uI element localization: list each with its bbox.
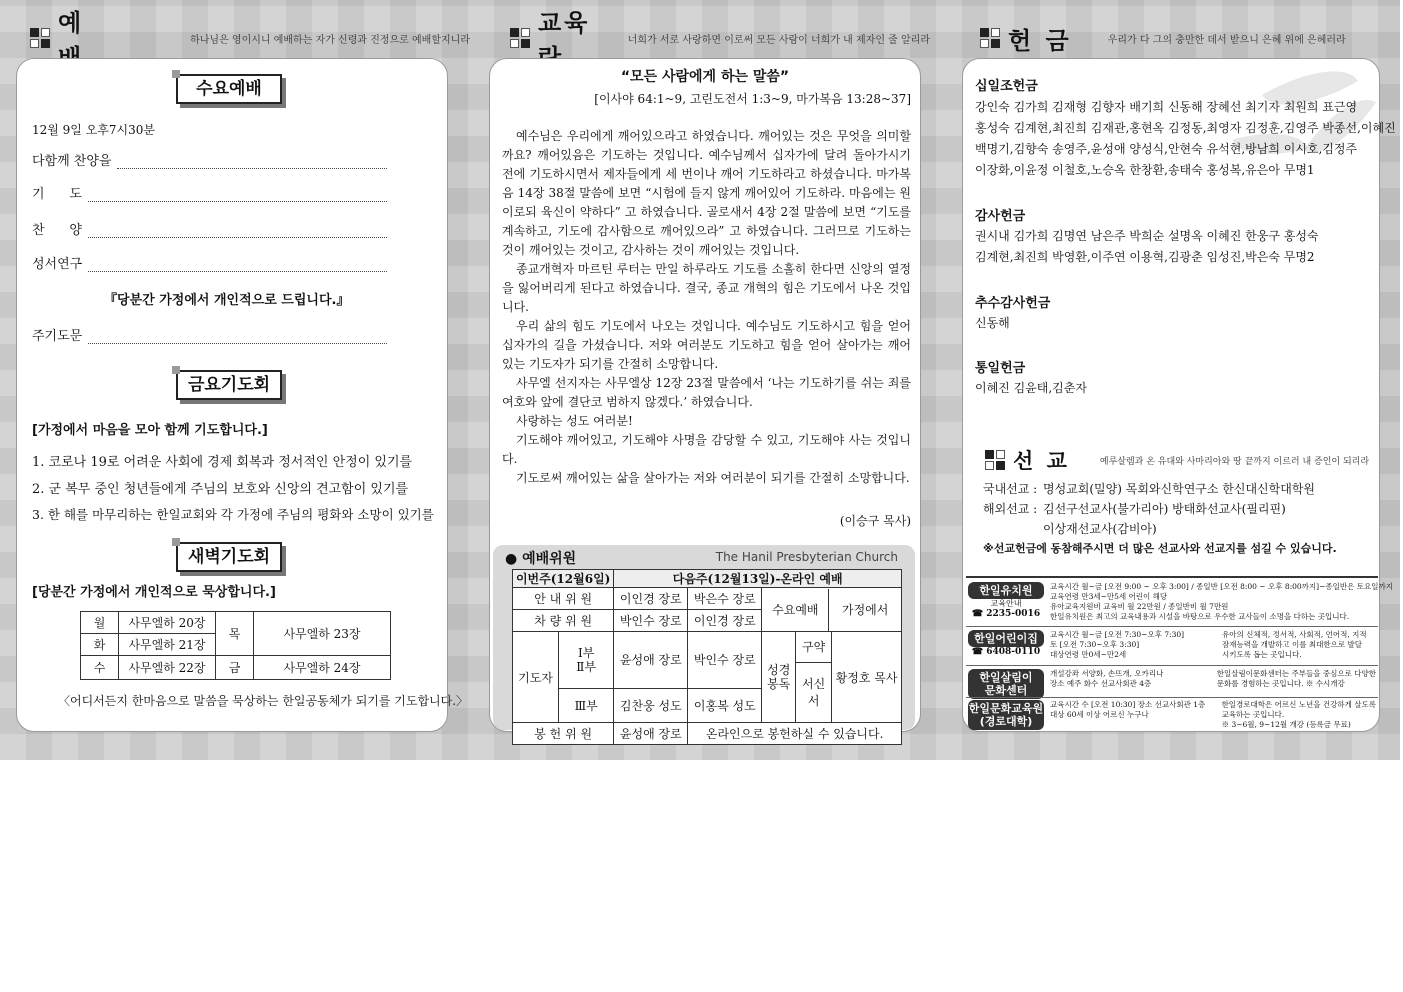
offering-next: 온라인으로 봉헌하실 수 있습니다. bbox=[688, 723, 902, 745]
dawn-reading: 사무엘하 20장 bbox=[119, 612, 216, 634]
education-header bbox=[510, 9, 930, 58]
wednesday-date: 12월 9일 오후7시30분 bbox=[32, 123, 155, 137]
divider bbox=[966, 697, 1378, 698]
education-verse: 너희가 서로 사랑하면 이로써 모든 사람이 너희가 내 제자인 줄 알리라 bbox=[627, 34, 930, 46]
institution-sub: 교육안내 bbox=[990, 599, 1022, 608]
mission-domestic-label: 국내선교 : bbox=[983, 482, 1038, 496]
wednesday-item: 성서연구 bbox=[32, 253, 387, 272]
sermon-paragraph: 예수님은 우리에게 깨어있으라고 하였습니다. 깨어있는 것은 무엇을 의미할까요? 깨어있음은 기도하는 것입니다. 예수님께서 십자가에 달려 돌아가시기 전에 기도하시면서 제자들에게 세 번이나 깨어 기도하라고 하셨습니다. 마가복음 14장 38절 말씀에 보면 “시험에 들지 않게 깨어있어 기도하라. 마음에는 원이로되 육신이 약하다” 고 하였습니다. 골로새서 4장 2절 말씀에 보면 “기도를 계속하고, 기도에 감사함으로 깨어있으라” 고 하였습니다. 그러므로 기도하는 것이 깨어있는 것이고, 감사하는 것이 깨어있는 것입니다. bbox=[502, 129, 911, 257]
worship-header bbox=[30, 9, 470, 58]
friday-title: 금요기도회 bbox=[176, 370, 282, 400]
worship-title: 예 bbox=[58, 9, 85, 37]
car-label: 차 량 위 원 bbox=[513, 610, 614, 632]
dawn-day: 월 bbox=[81, 612, 119, 634]
sermon-paragraph: 종교개혁자 마르틴 루터는 만일 하루라도 기도를 소홀히 한다면 신앙의 열정을 잃어버리게 된다고 하였습니다. 결국, 종교 개혁의 힘은 기도에서 나온 것입니다. bbox=[502, 262, 911, 314]
dawn-schedule-table bbox=[80, 611, 391, 680]
institution-kindergarten: 한일유치원 교육안내 ☎ 2235-0016 교육시간 월~금 [오전 9:00 ~ 오후 3:00] / 종일반 [오전 8:00 ~ 오후 8:00까지]~종일반은 토요일까지 교육연령 만3세~만5세 어린이 해당 유아교육지원비 교육비 월 22만원 / 종일반비 월 7만원 한일유치원은 최고의 교육내용과 시설을 바탕으로 우수한 교사들이 소명을 다하는 곳입니다. bbox=[968, 582, 1376, 622]
part3-next: 이홍복 성도 bbox=[688, 688, 762, 722]
worship-verse: 하나님은 영이시니 예배하는 자가 신령과 진정으로 예배할지니라 bbox=[190, 34, 470, 46]
wednesday-title: 수요예배 bbox=[176, 74, 282, 104]
wednesday-item: 다함께 찬양을 bbox=[32, 150, 387, 169]
wed-worship: 수요예배 bbox=[762, 589, 829, 631]
grid-square-icon bbox=[510, 28, 530, 48]
wednesday-item: 기 도 bbox=[32, 183, 387, 202]
mission-overseas: 김선구선교사(불가리아) 방태화선교사(필리핀) bbox=[1043, 502, 1286, 516]
mission-verse: 예루살렘과 온 유대와 사마리아와 땅 끝까지 이르러 내 증인이 되리라 bbox=[1099, 456, 1370, 467]
pastor-name: 황정호 목사 bbox=[835, 670, 898, 685]
mission-note: ※선교헌금에 동참해주시면 더 많은 선교사와 선교지를 섬길 수 있습니다. bbox=[983, 542, 1337, 555]
dawn-footer: 〈어디서든지 한마음으로 말씀을 묵상하는 한일공동체가 되기를 기도합니다.〉 bbox=[58, 694, 469, 708]
institution-name: 한일문화교육원 (경로대학) bbox=[968, 702, 1044, 728]
offering-this: 윤성애 장로 bbox=[614, 723, 688, 745]
car-this: 박인수 장로 bbox=[614, 610, 688, 632]
offering-verse: 우리가 다 그의 충만한 데서 받으니 은혜 위에 은혜러라 bbox=[1107, 34, 1346, 46]
offering-group-title: 감사헌금 bbox=[975, 209, 1026, 224]
usher-this: 이인경 장로 bbox=[614, 588, 688, 610]
friday-prayer: 3. 한 해를 마무리하는 한일교회와 각 가정에 주님의 평화와 소망이 있기를 bbox=[32, 507, 434, 522]
institution-culture-center: 한일살림이 문화센터 개설강좌 서양화, 손뜨개, 오카리나 장소 예주 화수 선교사회관 4층 한일살림이문화센터는 주부들을 중심으로 다양한 문화를 경험하는 곳입니다. ※ 수시개강 bbox=[968, 669, 1376, 699]
institution-name: 한일어린이집 bbox=[968, 630, 1044, 647]
institution-phone: ☎ 6408-0110 bbox=[971, 647, 1041, 657]
col-next-week: 다음주(12월13일)-온라인 예배 bbox=[614, 570, 902, 588]
usher-label: 안 내 위 원 bbox=[513, 588, 614, 610]
offering-group-names: 이혜진 김윤태,김춘자 bbox=[975, 381, 1087, 395]
part12-label: Ⅰ부 Ⅱ부 bbox=[559, 632, 614, 689]
friday-prayer: 2. 군 복무 중인 청년들에게 주님의 보호와 신앙의 견고함이 있기를 bbox=[32, 482, 409, 497]
divider bbox=[966, 576, 1378, 578]
at-home: 가정에서 bbox=[842, 603, 889, 617]
dawn-day: 화 bbox=[81, 634, 119, 656]
offering-group-names: 강인숙 김가희 김재형 김향자 배기희 신동해 장혜선 최기자 최원희 표근영 홍성숙 김계현,최진희 김재관,홍현옥 김정동,최영자 김정훈,김영주 박종선,이혜진 백명기,김향숙 송영주,윤성애 양성식,안현숙 유석현,방남희 이시호,김정주 이장화,이윤정 이철호,노승옥 한창환,송태숙 홍성복,유은아 무명1 bbox=[975, 100, 1396, 177]
friday-prayer: 1. 코로나 19로 어려운 사회에 경제 회복과 정서적인 안정이 있기를 bbox=[32, 455, 413, 470]
prayer-label: 기도자 bbox=[513, 632, 559, 723]
institution-name: 한일유치원 bbox=[968, 582, 1044, 599]
mission-overseas-label: 해외선교 : bbox=[983, 502, 1038, 516]
institution-phone: ☎ 2235-0016 bbox=[971, 609, 1041, 619]
grid-square-icon bbox=[980, 28, 1000, 48]
wednesday-note: 『당분간 가정에서 개인적으로 드립니다.』 bbox=[104, 293, 350, 308]
dawn-day: 수 bbox=[81, 656, 119, 680]
dawn-day: 금 bbox=[216, 656, 254, 680]
institution-daycare: 한일어린이집 ☎ 6408-0110 교육시간 월~금 [오전 7:30~오후 7:30] 토 [오전 7:30~오후 3:30] 대상연령 만0세~만2세 유아의 신체적, 정서적, 사회적, 언어적, 지적 잠재능력을 개발하고 이를 최대한으로 발달 시키도록 돕는 곳입니다. bbox=[968, 630, 1376, 660]
dawn-title: 새벽기도회 bbox=[176, 542, 282, 572]
wednesday-item: 찬 양 bbox=[32, 219, 387, 238]
bible-reading-label: 성경 봉독 bbox=[762, 632, 795, 722]
dawn-reading: 사무엘하 22장 bbox=[119, 656, 216, 680]
offering-group-title: 통일헌금 bbox=[975, 361, 1026, 376]
part3-this: 김찬웅 성도 bbox=[614, 688, 688, 722]
sermon-paragraph: 기도해야 깨어있고, 기도해야 사명을 감당할 수 있고, 기도해야 사는 것입니다. bbox=[502, 433, 911, 466]
sermon-paragraph: 우리 삶의 힘도 기도에서 나오는 것입니다. 예수님도 기도하시고 힘을 얻어 십자가의 길을 가셨습니다. 저와 여러분도 기도하고 힘을 얻어 살아가는 깨어있는 기도자가 되기를 간절히 소망합니다. bbox=[502, 319, 911, 371]
institution-name: 한일살림이 문화센터 bbox=[968, 669, 1044, 699]
grid-square-icon bbox=[985, 450, 1005, 470]
committee-title: ● 예배위원 bbox=[505, 551, 577, 567]
sermon-author: (이승구 목사) bbox=[839, 514, 911, 528]
offering-header bbox=[980, 18, 1380, 58]
sermon-paragraph: 사무엘 선지자는 사무엘상 12장 23절 말씀에서 ‘나는 기도하기를 쉬는 죄를 여호와 앞에 결단코 범하지 않겠다.’ 하였습니다. bbox=[502, 376, 911, 409]
institution-senior-college: 한일문화교육원 (경로대학) 교육시간 수 [오전 10:30] 장소 선교사회관 1층 대상 60세 이상 어르신 누구나 한일경로대학은 어르신 노년을 건강하게 살도록 교육하는 곳입니다. ※ 3~6월, 9~12월 개강 (등록금 무료) bbox=[968, 700, 1376, 729]
sermon-paragraph: 사랑하는 성도 여러분! bbox=[516, 414, 633, 428]
education-title: 교육 bbox=[538, 9, 591, 37]
part12-this: 윤성애 장로 bbox=[614, 632, 688, 689]
offering-group-names: 권시내 김가희 김명연 남은주 박희순 설명옥 이혜진 한웅구 홍성숙 김계현,최진희 박영환,이주연 이용혁,김광춘 임성진,박은숙 무명2 bbox=[975, 229, 1319, 264]
sermon-title: “모든 사람에게 하는 말씀” bbox=[620, 69, 790, 85]
mission-title: 선 교 bbox=[1013, 449, 1070, 473]
mission-overseas: 이상재선교사(감비아) bbox=[1043, 522, 1157, 536]
offering-title: 헌 금 bbox=[1008, 26, 1072, 55]
offering-group-title: 추수감사헌금 bbox=[975, 296, 1051, 311]
sermon-body bbox=[502, 127, 911, 488]
divider bbox=[966, 626, 1378, 627]
car-next: 이인경 장로 bbox=[688, 610, 762, 632]
offering-label: 봉 헌 위 원 bbox=[513, 723, 614, 745]
church-name: The Hanil Presbyterian Church bbox=[715, 550, 898, 564]
mission-domestic: 명성교회(밀양) 목회와신학연구소 한신대신학대학원 bbox=[1043, 482, 1316, 496]
dawn-subtitle: [당분간 가정에서 개인적으로 묵상합니다.] bbox=[32, 585, 276, 600]
offering-group-title: 십일조헌금 bbox=[975, 79, 1038, 94]
usher-next: 박은수 장로 bbox=[688, 588, 762, 610]
dawn-reading: 사무엘하 21장 bbox=[119, 634, 216, 656]
dawn-reading: 사무엘하 24장 bbox=[254, 656, 391, 680]
wednesday-closing: 주기도문 bbox=[32, 325, 387, 344]
part3-label: Ⅲ부 bbox=[559, 688, 614, 722]
committee-table bbox=[512, 569, 902, 745]
col-this-week: 이번주(12월6일) bbox=[513, 570, 614, 588]
grid-square-icon bbox=[30, 28, 50, 48]
ot-label: 구약 bbox=[796, 632, 832, 662]
dawn-day: 목 bbox=[216, 612, 254, 656]
sermon-reference: [이사야 64:1~9, 고린도전서 1:3~9, 마가복음 13:28~37] bbox=[594, 92, 911, 106]
part12-next: 박인수 장로 bbox=[688, 632, 762, 689]
mission-header bbox=[985, 440, 1375, 480]
nt-label: 서신서 bbox=[796, 662, 832, 722]
friday-subtitle: [가정에서 마음을 모아 함께 기도합니다.] bbox=[32, 423, 268, 438]
offering-group-names: 신동해 bbox=[975, 316, 1010, 330]
divider bbox=[966, 665, 1378, 666]
sermon-paragraph: 기도로써 깨어있는 삶을 살아가는 저와 여러분이 되기를 간절히 소망합니다. bbox=[516, 471, 910, 485]
dawn-reading: 사무엘하 23장 bbox=[254, 612, 391, 656]
